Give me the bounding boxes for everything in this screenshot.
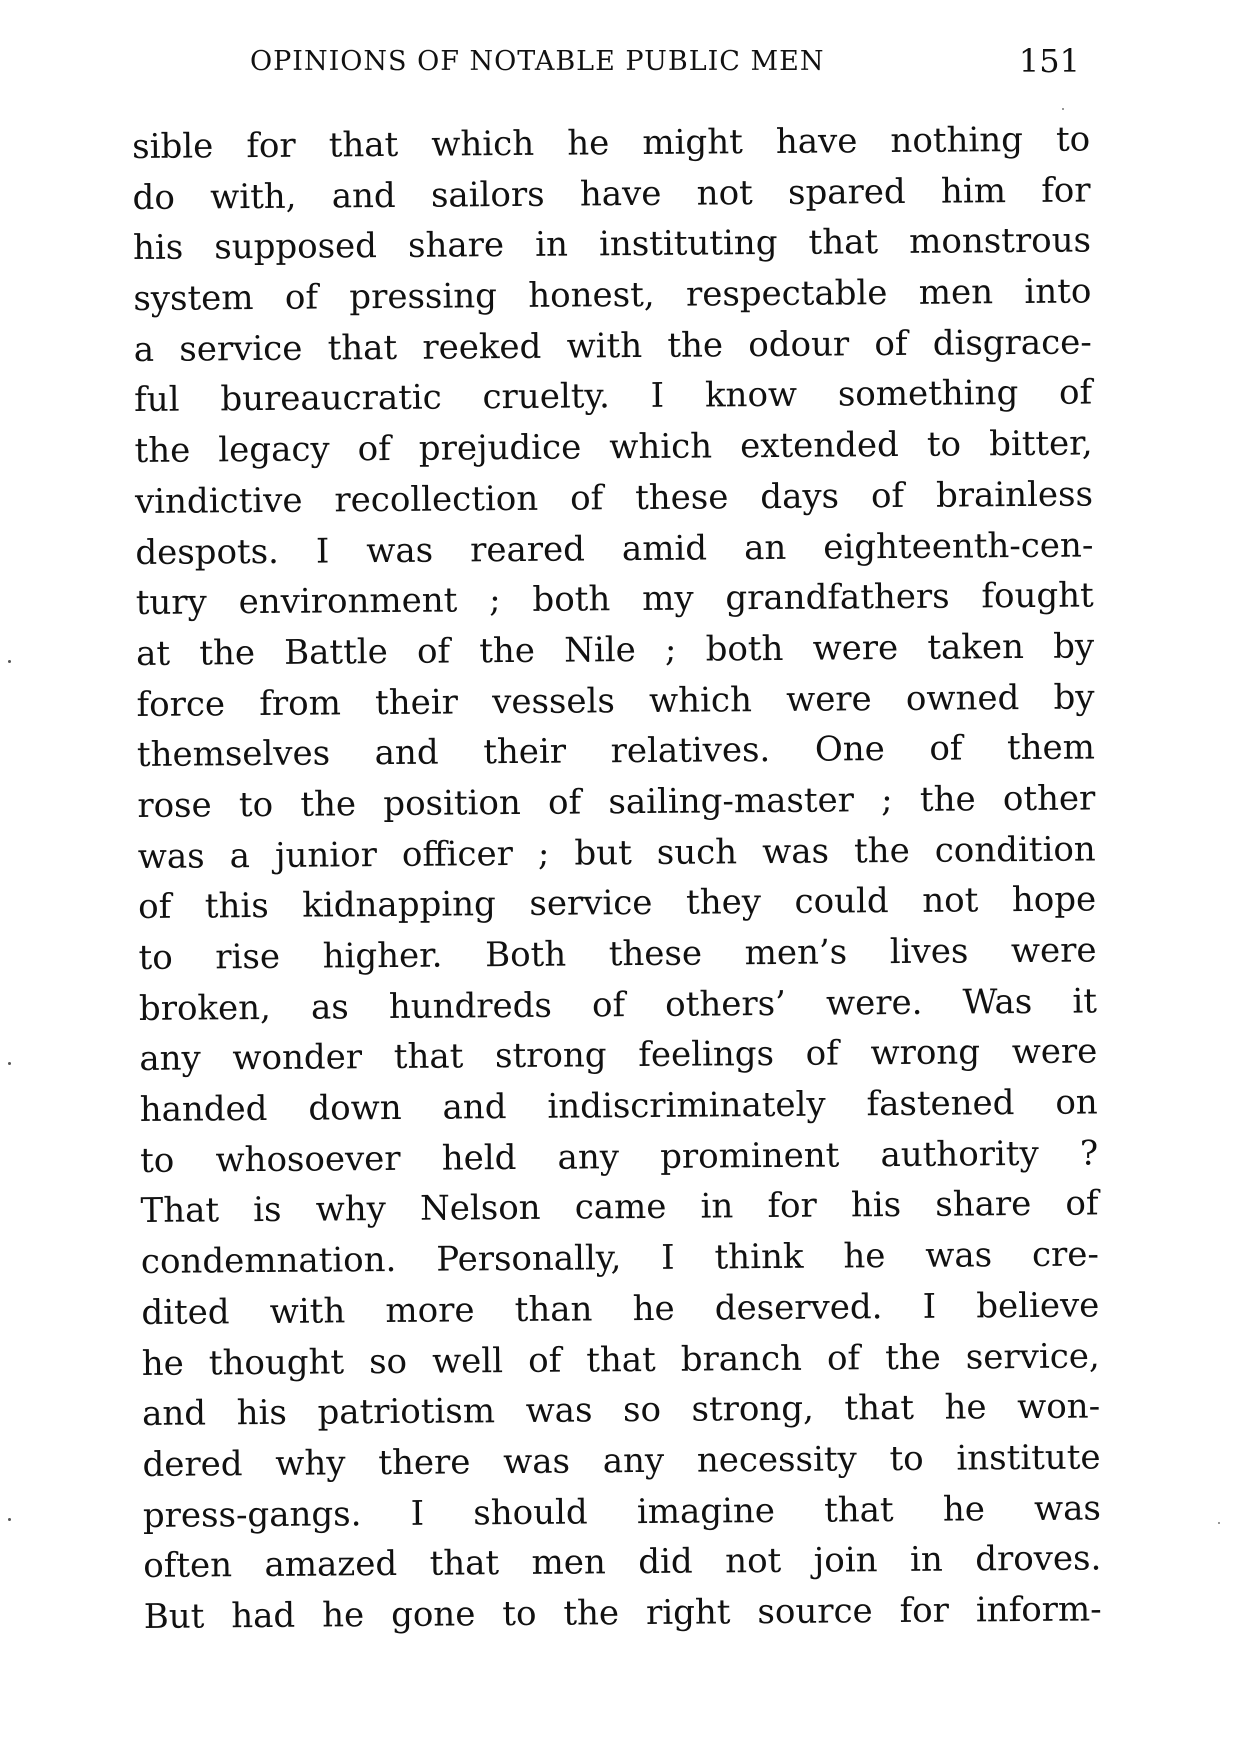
text-line: sible for that which he might have nothing to <box>132 119 1091 167</box>
text-line: to whosoever held any prominent authority ? <box>140 1133 1099 1181</box>
text-line: ful bureaucratic cruelty. I know something of <box>134 372 1093 421</box>
text-line: despots. I was reared amid an eighteenth-cen- <box>135 524 1094 573</box>
text-line: rose to the position of sailing-master ; the other <box>137 778 1096 826</box>
text-line: often amazed that men did not join in droves. <box>143 1538 1102 1587</box>
text-line: a service that reeked with the odour of disgrace- <box>133 322 1092 370</box>
text-line: system of pressing honest, respectable men into <box>133 271 1092 320</box>
scan-speck <box>8 1518 11 1521</box>
scan-speck <box>1218 1522 1220 1524</box>
text-line: and his patriotism was so strong, that he won- <box>141 1386 1101 1435</box>
scan-speck <box>8 660 11 663</box>
text-line: to rise higher. Both these men’s lives were <box>138 930 1097 978</box>
body-text <box>132 114 1102 1642</box>
text-line: themselves and their relatives. One of them <box>136 727 1096 776</box>
running-head <box>250 38 1080 88</box>
text-line: the legacy of prejudice which extended to bitter, <box>134 423 1093 472</box>
text-line: handed down and indiscriminately fastened on <box>139 1082 1098 1131</box>
text-line: dered why there was any necessity to institute <box>142 1437 1101 1485</box>
text-line: was a junior officer ; but such was the condition <box>137 829 1096 877</box>
text-line: at the Battle of the Nile ; both were taken by <box>136 626 1095 674</box>
running-title: OPINIONS OF NOTABLE PUBLIC MEN <box>250 46 825 77</box>
text-line: tury environment ; both my grandfathers fought <box>135 575 1094 624</box>
scan-speck <box>1062 108 1064 110</box>
text-line: any wonder that strong feelings of wrong were <box>139 1031 1098 1080</box>
text-line: vindictive recollection of these days of brainless <box>134 474 1094 522</box>
text-line: do with, and sailors have not spared him for <box>132 170 1091 218</box>
text-line: condemnation. Personally, I think he was cre- <box>140 1234 1100 1283</box>
text-line: dited with more than he deserved. I believe <box>141 1285 1100 1333</box>
text-line: his supposed share in instituting that monstrous <box>132 220 1092 269</box>
text-line: of this kidnapping service they could not hope <box>138 879 1097 928</box>
text-line: But had he gone to the right source for inform- <box>143 1589 1102 1637</box>
text-line: press-gangs. I should imagine that he was <box>142 1487 1102 1536</box>
text-line: broken, as hundreds of others’ were. Was it <box>138 981 1098 1029</box>
page-number: 151 <box>1018 42 1080 80</box>
scan-speck <box>8 1062 11 1065</box>
text-line: force from their vessels which were owned by <box>136 677 1095 725</box>
text-line: That is why Nelson came in for his share of <box>140 1183 1099 1232</box>
text-line: he thought so well of that branch of the service, <box>141 1335 1100 1384</box>
